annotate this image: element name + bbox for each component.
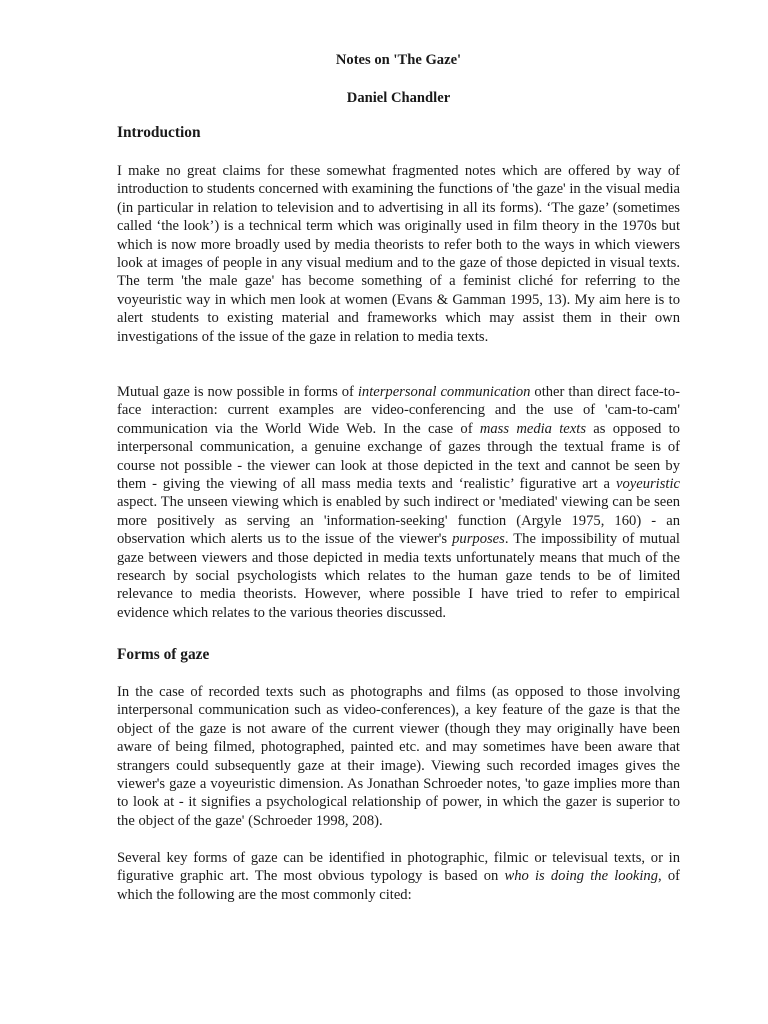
text-run: aspect. The unseen viewing which is enabled by such indirect or 'mediated' viewing can be seen more positively as serving an 'information-seeking' function (Argyle 1975, 160) - an observation which alerts us to the issue of the viewer's — [117, 494, 680, 548]
italic-run: who is doing the looking — [504, 868, 659, 885]
document-title: Notes on 'The Gaze' — [335, 52, 462, 68]
text-run: other than direct face-to-face interaction: current examples are video-conferencing and the use of 'cam-to-cam' communication via the World Wide Web. In the case of — [117, 384, 680, 437]
italic-run: voyeuristic — [615, 476, 680, 493]
italic-run: purposes — [452, 531, 505, 548]
intro-paragraph-1 — [117, 162, 680, 346]
section-heading-forms-of-gaze: Forms of gaze — [117, 646, 210, 663]
section-heading-introduction: Introduction — [117, 124, 201, 141]
document-author: Daniel Chandler — [346, 90, 451, 106]
text-run: . The impossibility of mutual gaze between viewers and those depicted in media texts unfortunately means that much of the research by social psychologists which relates to the human gaze tends to be of limited relevance to media theorists. However, where possible I have tried to refer to empirical evidence which relates to the various theories discussed. — [117, 531, 680, 621]
intro-paragraph-2 — [117, 383, 680, 622]
italic-run: mass media texts — [479, 420, 586, 437]
italic-run: interpersonal communication — [357, 384, 531, 400]
text-run: as opposed to interpersonal communication, a genuine exchange of gazes through the textual frame is of course not possible - the viewer can look at those depicted in the text and cannot be seen by them - giving the viewing of all mass media texts and ‘realistic’ figurative art a — [117, 420, 680, 493]
text-run: Mutual gaze is now possible in forms of — [117, 384, 358, 400]
text-run: I make no great claims for these somewhat fragmented notes which are offered by way of introduction to students concerned with examining the functions of 'the gaze' in the visual media (in particular in relation to television and to advertising in all its forms). ‘The gaze’ (sometimes called ‘the look’) is a technical term which was originally used in film theory in the 1970s but which is now more broadly used by media theorists to refer both to the ways in which viewers look at images of people in any visual medium and to the gaze of those depicted in visual texts. The term 'the male gaze' has become something of a feminist cliché for referring to the voyeuristic way in which men look at women (Evans & Gamman 1995, 13). My aim here is to alert students to existing material and frameworks which may assist them in their own investigations of the issue of the gaze in relation to media texts. — [117, 163, 680, 345]
text-run: In the case of recorded texts such as photographs and films (as opposed to those involving interpersonal communication such as video-conferences), a key feature of the gaze is that the object of the gaze is not aware of the current viewer (though they may originally have been aware of being filmed, photographed, painted etc. and may sometimes have been aware that strangers could subsequently gaze at their image). Viewing such recorded images gives the viewer's gaze a voyeuristic dimension. As Jonathan Schroeder notes, 'to gaze implies more than to look at - it signifies a psychological relationship of power, in which the gazer is superior to the object of the gaze' (Schroeder 1998, 208). — [117, 684, 680, 829]
forms-paragraph-2 — [117, 849, 680, 904]
text-run: , of which the following are the most commonly cited: — [117, 868, 680, 903]
forms-paragraph-1 — [117, 683, 680, 830]
text-run: Several key forms of gaze can be identified in photographic, filmic or televisual texts, or in figurative graphic art. The most obvious typology is based on — [117, 850, 680, 885]
